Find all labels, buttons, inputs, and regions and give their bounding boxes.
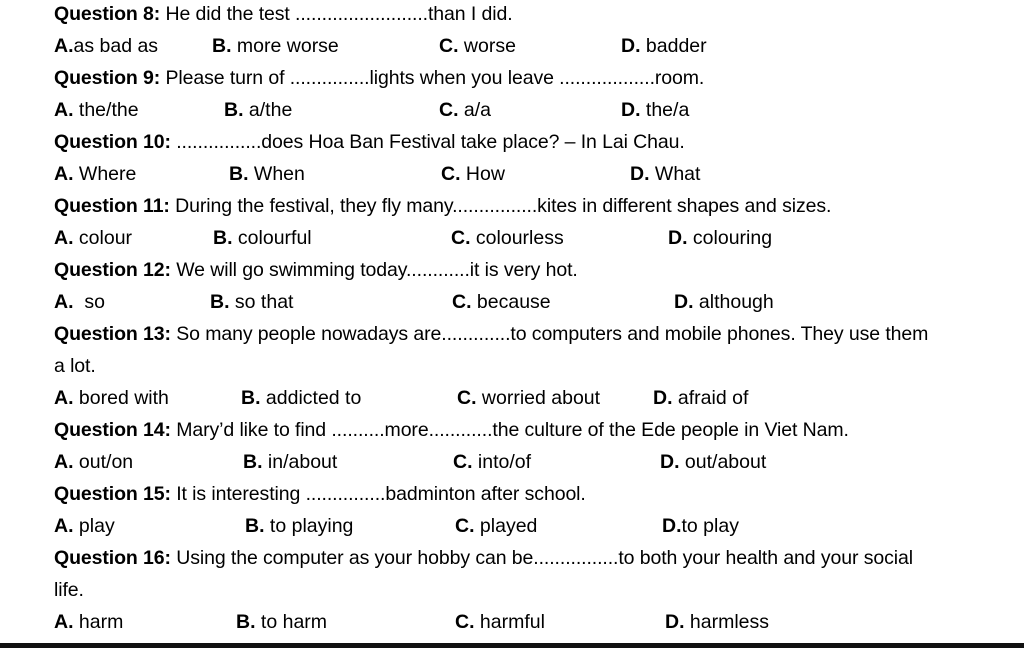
option-d: D. the/a xyxy=(621,99,690,121)
option-b: B. to playing xyxy=(245,515,354,537)
question-number: Question 10: xyxy=(54,131,171,153)
question-stem: He did the test .........................than I did. xyxy=(160,3,513,25)
question-number: Question 12: xyxy=(54,259,171,281)
option-a: A.as bad as xyxy=(54,35,159,57)
question-8 xyxy=(54,2,513,26)
question-stem-continued: life. xyxy=(54,579,84,601)
option-d: D. although xyxy=(674,291,774,313)
question-number: Question 14: xyxy=(54,419,171,441)
question-13 xyxy=(54,322,928,346)
question-14 xyxy=(54,418,849,442)
option-a: A. the/the xyxy=(54,99,139,121)
option-b: B. addicted to xyxy=(241,387,362,409)
question-stem: It is interesting ...............badminton after school. xyxy=(170,483,586,505)
option-a: A. play xyxy=(54,515,115,537)
option-c: C. harmful xyxy=(455,611,545,633)
option-b: B. colourful xyxy=(213,227,312,249)
question-11 xyxy=(54,194,831,218)
question-stem: ................does Hoa Ban Festival take place? – In Lai Chau. xyxy=(170,131,685,153)
option-b: B. a/the xyxy=(224,99,293,121)
option-a: A. bored with xyxy=(54,387,169,409)
option-a: A. harm xyxy=(54,611,124,633)
option-b: B. so that xyxy=(210,291,294,313)
option-c: C. a/a xyxy=(439,99,492,121)
question-number: Question 16: xyxy=(54,547,171,569)
question-stem: During the festival, they fly many................kites in different shapes and sizes. xyxy=(169,195,832,217)
option-b: B. in/about xyxy=(243,451,338,473)
bottom-divider xyxy=(0,643,1024,648)
question-stem: Mary’d like to find ..........more............the culture of the Ede people in Viet Nam. xyxy=(170,419,849,441)
option-d: D. out/about xyxy=(660,451,767,473)
option-b: B. When xyxy=(229,163,305,185)
option-b: B. more worse xyxy=(212,35,339,57)
question-number: Question 11: xyxy=(54,195,170,217)
question-12 xyxy=(54,258,578,282)
question-10 xyxy=(54,130,685,154)
question-stem: So many people nowadays are.............to computers and mobile phones. They use them xyxy=(170,323,929,345)
option-c: C. played xyxy=(455,515,538,537)
question-number: Question 8: xyxy=(54,3,161,25)
option-c: C. How xyxy=(441,163,505,185)
option-c: C. colourless xyxy=(451,227,564,249)
option-b: B. to harm xyxy=(236,611,328,633)
question-number: Question 13: xyxy=(54,323,171,345)
option-d: D. badder xyxy=(621,35,707,57)
question-9 xyxy=(54,66,704,90)
question-stem: We will go swimming today............it is very hot. xyxy=(170,259,578,281)
option-d: D. harmless xyxy=(665,611,770,633)
option-c: C. because xyxy=(452,291,551,313)
option-a: A. out/on xyxy=(54,451,134,473)
option-d: D. What xyxy=(630,163,701,185)
question-number: Question 9: xyxy=(54,67,161,89)
option-a: A. Where xyxy=(54,163,137,185)
option-d: D. colouring xyxy=(668,227,773,249)
option-d: D. afraid of xyxy=(653,387,749,409)
option-d: D.to play xyxy=(662,515,739,537)
question-16 xyxy=(54,546,913,570)
question-stem: Using the computer as your hobby can be................to both your health and your social xyxy=(170,547,913,569)
option-c: C. worse xyxy=(439,35,516,57)
option-c: C. into/of xyxy=(453,451,532,473)
option-a: A. colour xyxy=(54,227,133,249)
option-a: A. so xyxy=(54,291,105,313)
question-number: Question 15: xyxy=(54,483,171,505)
question-stem-continued: a lot. xyxy=(54,355,96,377)
question-stem: Please turn of ...............lights when you leave ..................room. xyxy=(160,67,705,89)
question-15 xyxy=(54,482,586,506)
option-c: C. worried about xyxy=(457,387,601,409)
